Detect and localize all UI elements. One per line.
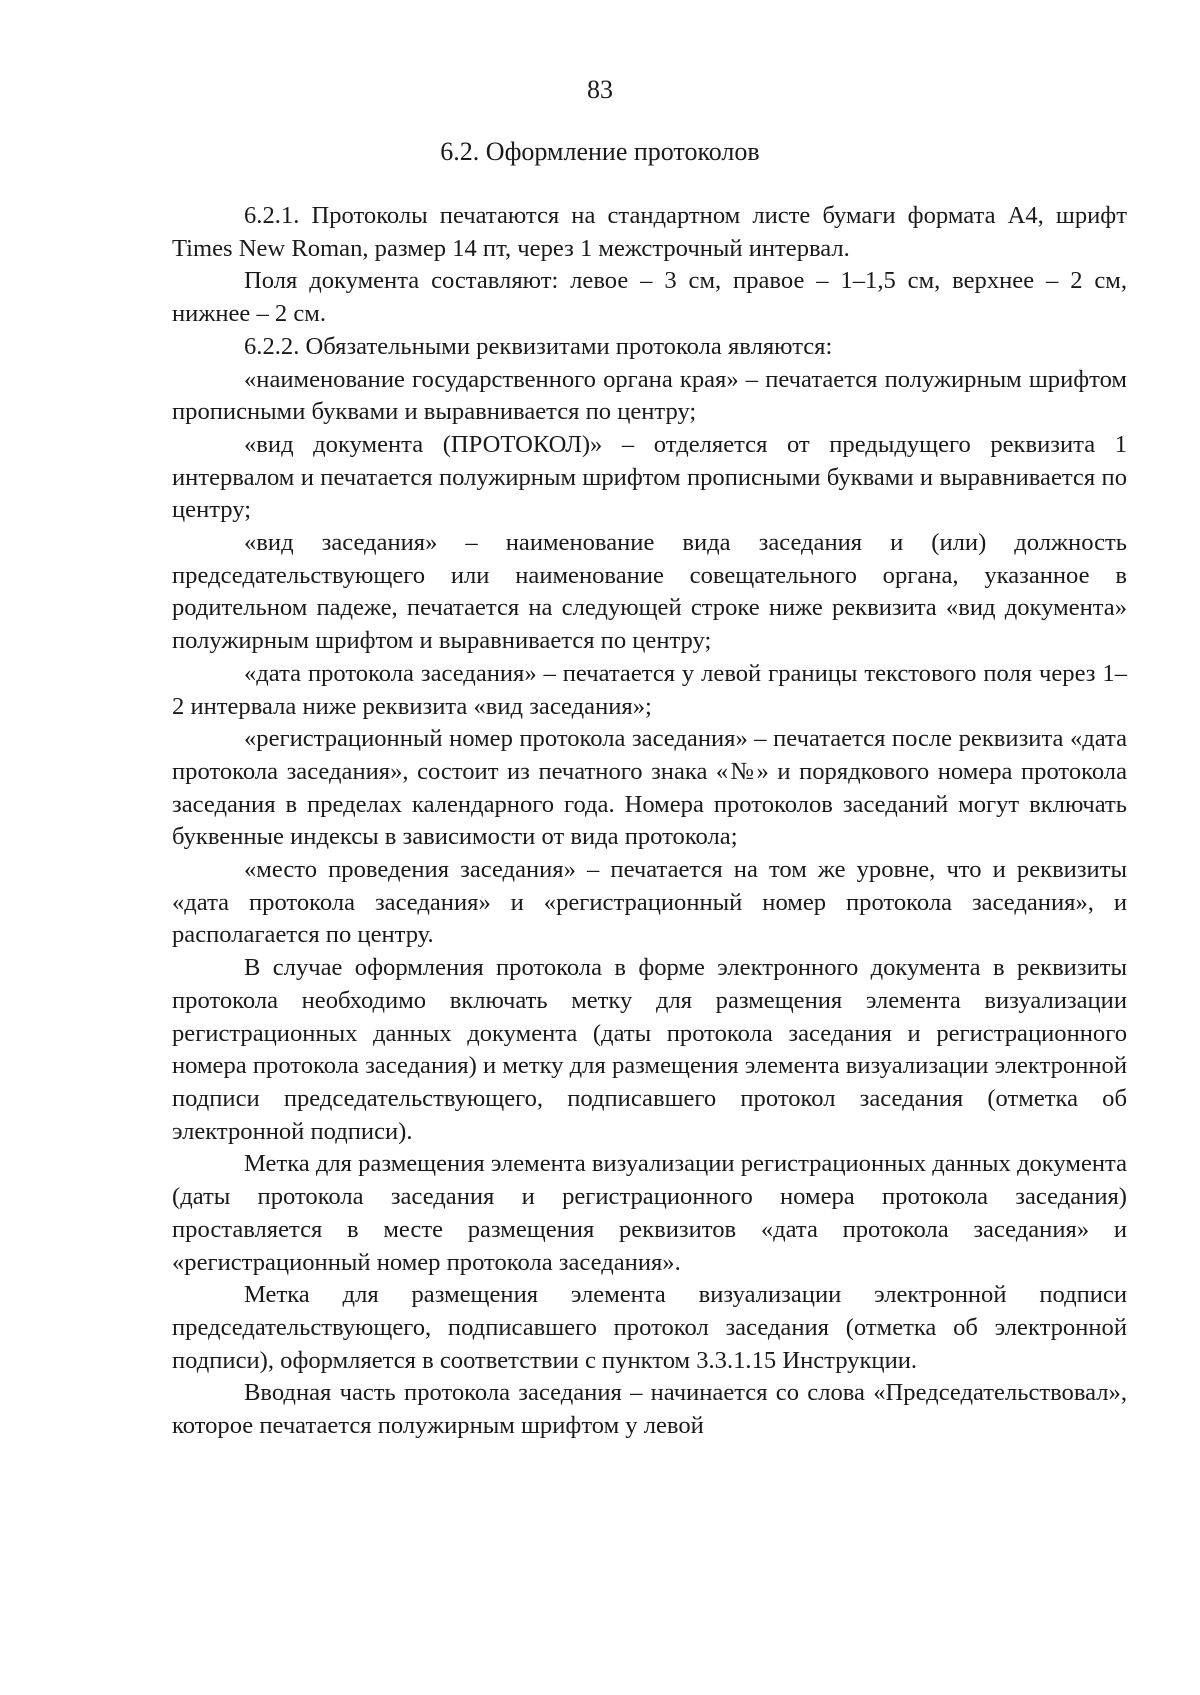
body-text xyxy=(172,200,1127,1443)
paragraph-org-name: «наименование государственного органа края» – печатается полужирным шрифтом прописными буквами и выравнивается по центру; xyxy=(172,365,1127,426)
paragraph-6-2-1: 6.2.1. Протоколы печатаются на стандартном листе бумаги формата А4, шрифт Times New Roman, размер 14 пт, через 1 межстрочный интервал. xyxy=(172,202,1127,262)
paragraph-intro-part: Вводная часть протокола заседания – начинается со слова «Председательствовал», которое печатается полужирным шрифтом у левой xyxy=(172,1379,1127,1440)
page-number: 83 xyxy=(587,75,613,104)
paragraph-6-2-2: 6.2.2. Обязательными реквизитами протокола являются: xyxy=(244,332,833,360)
paragraph-signature-mark: Метка для размещения элемента визуализации электронной подписи председательствующего, подписавшего протокол заседания (отметка об электронной подписи), оформляется в соответствии с пунктом 3.3.1.15 Инструкции. xyxy=(172,1281,1127,1374)
section-title: 6.2. Оформление протоколов xyxy=(440,137,760,166)
paragraph-meeting-type: «вид заседания» – наименование вида заседания и (или) должность председательствующего или наименование совещательного органа, указанное в родительном падеже, печатается на следующей строке ниже реквизита «вид документа» полужирным шрифтом и выравнивается по центру; xyxy=(172,529,1127,655)
paragraph-reg-number: «регистрационный номер протокола заседания» – печатается после реквизита «дата протокола заседания», состоит из печатного знака «№» и порядкового номера протокола заседания в пределах календарного года. Номера протоколов заседаний могут включать буквенные индексы в зависимости от вида протокола; xyxy=(172,725,1127,851)
paragraph-doc-type: «вид документа (ПРОТОКОЛ)» – отделяется от предыдущего реквизита 1 интервалом и печатается полужирным шрифтом прописными буквами и выравнивается по центру; xyxy=(172,430,1127,524)
paragraph-electronic-doc: В случае оформления протокола в форме электронного документа в реквизиты протокола необходимо включать метку для размещения элемента визуализации регистрационных данных документа (даты протокола заседания и регистрационного номера протокола заседания) и метку для размещения элемента визуализации электронной подписи председательствующего, подписавшего протокол заседания (отметка об электронной подписи). xyxy=(172,954,1127,1145)
paragraph-reg-data-mark: Метка для размещения элемента визуализации регистрационных данных документа (даты протокола заседания и регистрационного номера протокола заседания) проставляется в месте размещения реквизитов «дата протокола заседания» и «регистрационный номер протокола заседания». xyxy=(172,1150,1127,1276)
paragraph-protocol-date: «дата протокола заседания» – печатается у левой границы текстового поля через 1–2 интервала ниже реквизита «вид заседания»; xyxy=(172,659,1127,720)
paragraph-meeting-place: «место проведения заседания» – печатается на том же уровне, что и реквизиты «дата протокола заседания» и «регистрационный номер протокола заседания», и располагается по центру. xyxy=(172,856,1127,949)
paragraph-margins: Поля документа составляют: левое – 3 см, правое – 1–1,5 см, верхнее – 2 см, нижнее – 2 см. xyxy=(172,267,1127,328)
